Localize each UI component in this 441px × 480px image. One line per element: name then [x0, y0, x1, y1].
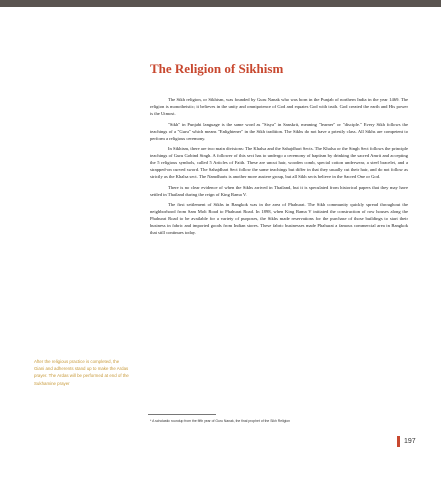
footnote-divider	[148, 414, 216, 415]
paragraph: There is no clear evidence of when the Sikhs arrived in Thailand, but it is speculated from historical papers that they may have settled in Thailand during the reign of King Rama V.	[150, 184, 408, 197]
page-number-accent-bar	[397, 436, 400, 447]
page-title: The Religion of Sikhism	[150, 61, 284, 76]
page-number-block	[397, 434, 416, 449]
paragraph: In Sikhism, there are two main divisions: The Khalsa and the Sahajdhari Sects. The Khalsa or the Singh Sect follows the principle teachings of Guru Gobind Singh. A follower of this sect has to undergo a ceremony of baptism by drinking the sacred Amrit and accepting the 5 religious symbols, called 5 Articles of Faith. These are uncut hair, wooden comb, special cotton underwear, a steel bracelet, and a strapped-on curved sword. The Sahajdhari Sect follow the same teachings but differ in that they usually cut their hair, and do not follow as strictly as the Khalsa sect. The Namdharis is another more austere group, but all Sikh sects believe in the Sacred One or God.	[150, 146, 408, 180]
article-body	[150, 96, 408, 240]
page-number: 197	[404, 438, 416, 445]
paragraph: The Sikh religion, or Sikhism, was founded by Guru Nanak who was born in the Punjab of northern India in the year 1469. The religion is monotheistic; it believes in the unity and omnipotence of God and equates God with truth. God created the earth and His power is the Utmost.	[150, 97, 408, 117]
footnote: * A scholastic roundup from the fifth year of Guru Nanak, the final prophet of the Sikh Religion	[150, 419, 291, 423]
top-banner-strip	[0, 0, 441, 7]
paragraph: The first settlement of Sikhs in Bangkok was in the area of Phahurat. The Sikh community quickly spread throughout the neighborhood from Sam Molt Road to Phahurat Road. In 1898, when King Rama V initiated the construction of row houses along the Phahurat Road to be available for a variety of purposes, the Sikhs made reservations for the purchase of those buildings to start their business in fabric and imported goods from Indian stores. These fabric businesses made Phahurat a famous commercial area in Bangkok that still continues today.	[150, 202, 408, 236]
sidebar-caption: After the religious practice is completed, the Giani and adherents stand up to make the Ardas prayer. The Ardas will be performed at end of the Sukhamine prayer	[34, 359, 129, 386]
paragraph: "Sikh" in Punjabi language is the same word as "Sisya" in Sanskrit, meaning "learner" or "disciple." Every Sikh follows the teachings of a "Guru" which means "Enlightener" in the Sikh tradition. The Sikhs do not have a priestly class. All Sikhs are competent to perform a religious ceremony.	[150, 121, 408, 141]
